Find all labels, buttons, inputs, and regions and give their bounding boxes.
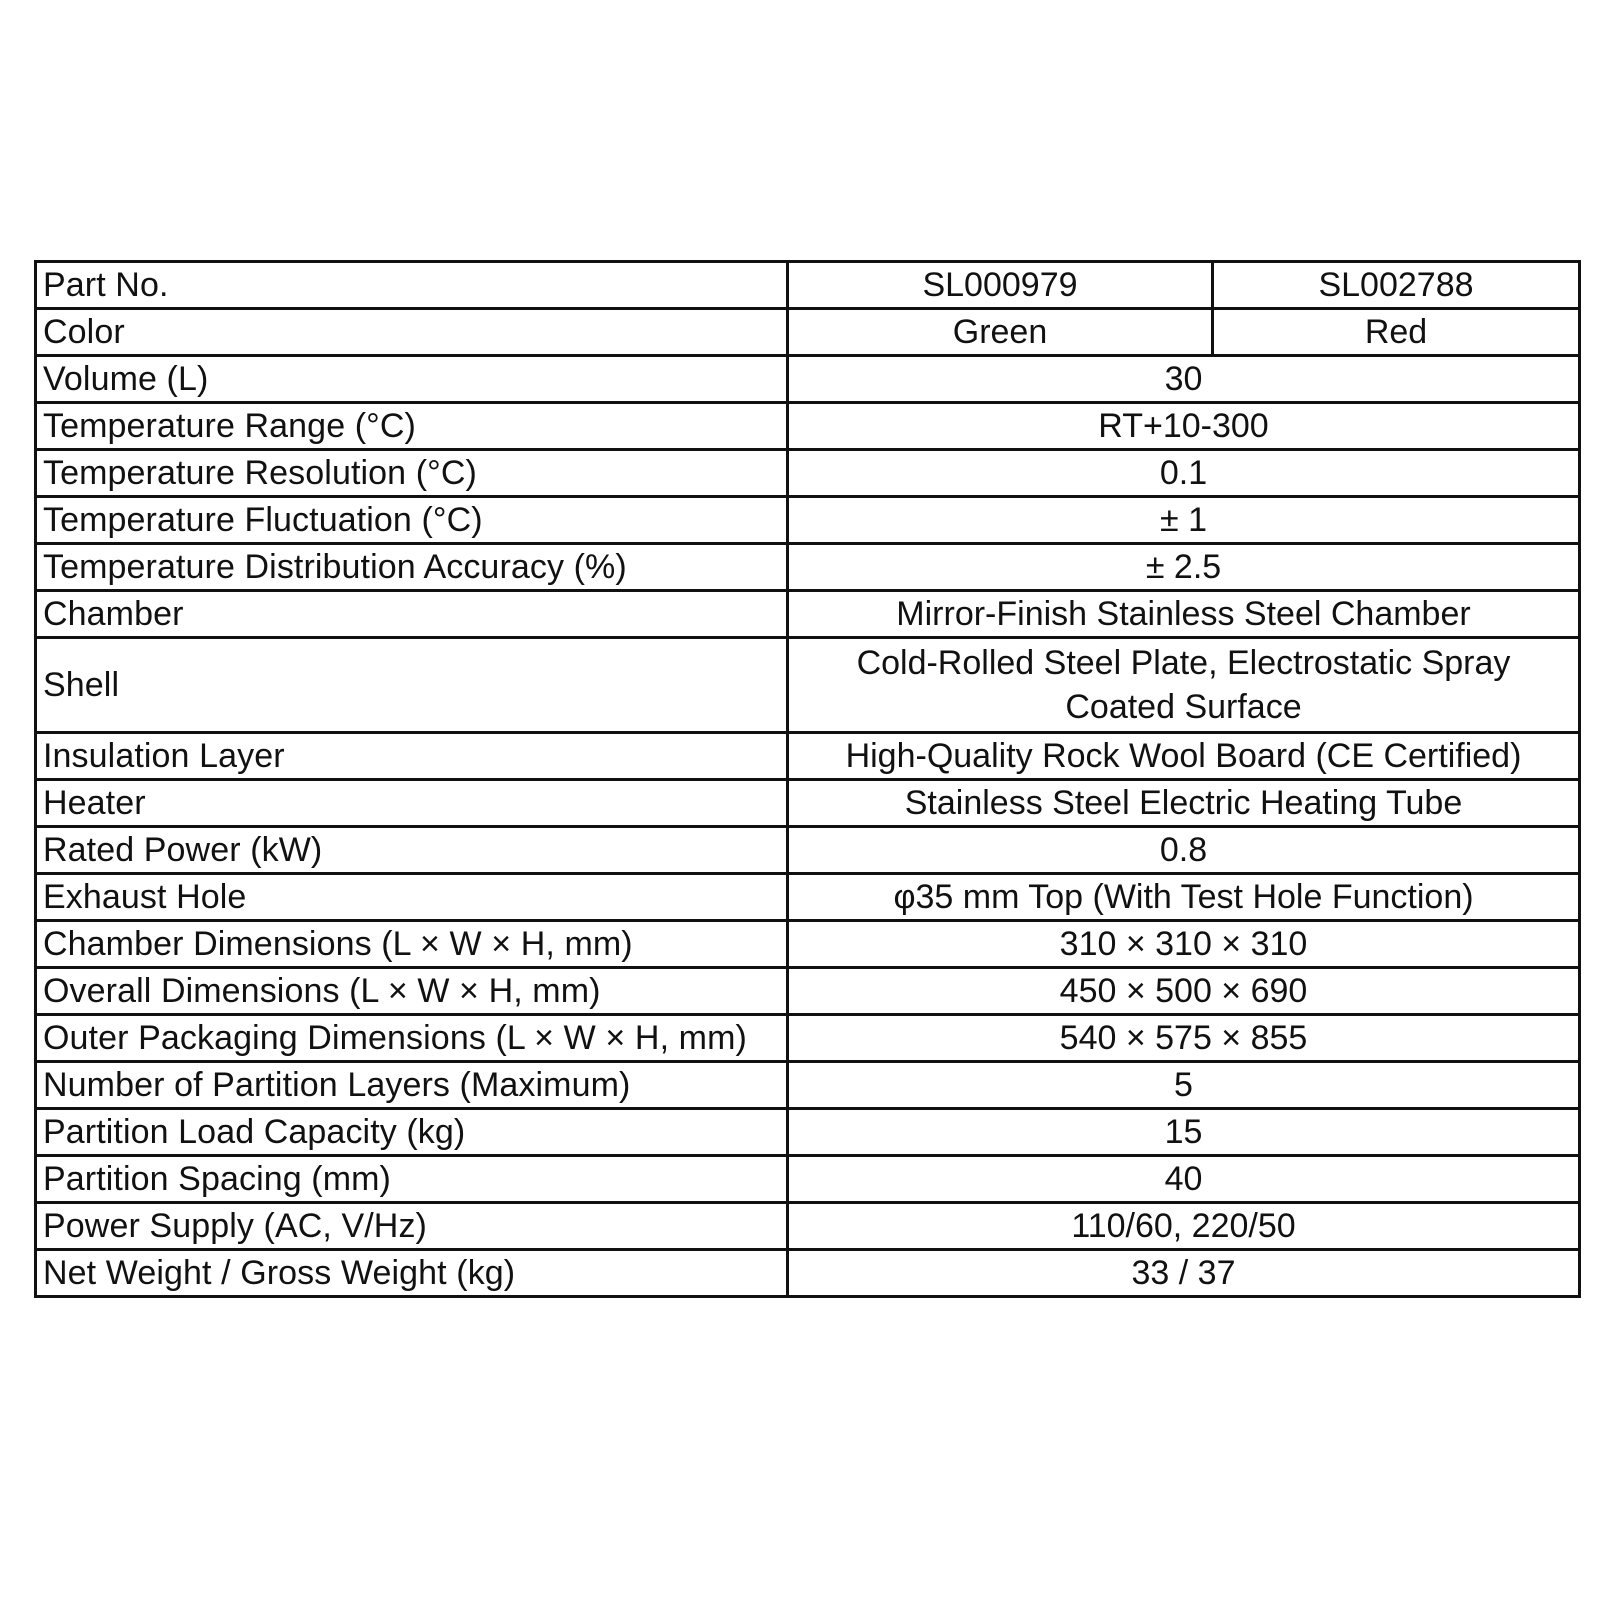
row-value: ± 2.5 — [788, 544, 1580, 591]
row-value: 110/60, 220/50 — [788, 1203, 1580, 1250]
table-row — [36, 403, 1580, 450]
row-value: 33 / 37 — [788, 1250, 1580, 1297]
color-value-1: Green — [788, 309, 1213, 356]
row-value: Mirror-Finish Stainless Steel Chamber — [788, 591, 1580, 638]
row-label: Temperature Fluctuation (°C) — [36, 497, 788, 544]
table-row — [36, 544, 1580, 591]
table-row — [36, 1203, 1580, 1250]
table-row — [36, 591, 1580, 638]
table-row — [36, 638, 1580, 733]
table-row — [36, 921, 1580, 968]
part-no-value-2: SL002788 — [1213, 262, 1580, 309]
row-label: Temperature Range (°C) — [36, 403, 788, 450]
row-value: 15 — [788, 1109, 1580, 1156]
row-value: Cold-Rolled Steel Plate, Electrostatic Spray Coated Surface — [788, 638, 1580, 733]
row-label: Outer Packaging Dimensions (L × W × H, mm) — [36, 1015, 788, 1062]
color-value-2: Red — [1213, 309, 1580, 356]
row-value: RT+10-300 — [788, 403, 1580, 450]
row-label: Exhaust Hole — [36, 874, 788, 921]
table-row — [36, 450, 1580, 497]
row-value: 0.1 — [788, 450, 1580, 497]
row-label: Power Supply (AC, V/Hz) — [36, 1203, 788, 1250]
row-label: Temperature Distribution Accuracy (%) — [36, 544, 788, 591]
table-row — [36, 827, 1580, 874]
row-value: 5 — [788, 1062, 1580, 1109]
row-label: Overall Dimensions (L × W × H, mm) — [36, 968, 788, 1015]
row-label: Partition Spacing (mm) — [36, 1156, 788, 1203]
row-value: 40 — [788, 1156, 1580, 1203]
table-row — [36, 1156, 1580, 1203]
table-row — [36, 780, 1580, 827]
table-row — [36, 497, 1580, 544]
row-value: 0.8 — [788, 827, 1580, 874]
table-row — [36, 1250, 1580, 1297]
row-value: Stainless Steel Electric Heating Tube — [788, 780, 1580, 827]
table-row — [36, 733, 1580, 780]
row-label: Rated Power (kW) — [36, 827, 788, 874]
table-row — [36, 1109, 1580, 1156]
row-value: ± 1 — [788, 497, 1580, 544]
row-label: Temperature Resolution (°C) — [36, 450, 788, 497]
row-label: Heater — [36, 780, 788, 827]
row-label: Chamber — [36, 591, 788, 638]
row-label: Color — [36, 309, 788, 356]
row-label: Net Weight / Gross Weight (kg) — [36, 1250, 788, 1297]
table-row — [36, 874, 1580, 921]
row-value: φ35 mm Top (With Test Hole Function) — [788, 874, 1580, 921]
table-row — [36, 968, 1580, 1015]
row-value: 30 — [788, 356, 1580, 403]
part-no-value-1: SL000979 — [788, 262, 1213, 309]
table-row-color — [36, 309, 1580, 356]
row-label: Volume (L) — [36, 356, 788, 403]
row-value: 540 × 575 × 855 — [788, 1015, 1580, 1062]
row-label: Chamber Dimensions (L × W × H, mm) — [36, 921, 788, 968]
row-label: Part No. — [36, 262, 788, 309]
table-row — [36, 1015, 1580, 1062]
spec-table-body — [36, 262, 1580, 1297]
row-value: 450 × 500 × 690 — [788, 968, 1580, 1015]
row-value: High-Quality Rock Wool Board (CE Certified) — [788, 733, 1580, 780]
row-value: 310 × 310 × 310 — [788, 921, 1580, 968]
table-row — [36, 1062, 1580, 1109]
row-label: Insulation Layer — [36, 733, 788, 780]
table-row — [36, 356, 1580, 403]
spec-table — [34, 260, 1581, 1298]
row-label: Shell — [36, 638, 788, 733]
table-row-part-no — [36, 262, 1580, 309]
row-label: Partition Load Capacity (kg) — [36, 1109, 788, 1156]
row-label: Number of Partition Layers (Maximum) — [36, 1062, 788, 1109]
